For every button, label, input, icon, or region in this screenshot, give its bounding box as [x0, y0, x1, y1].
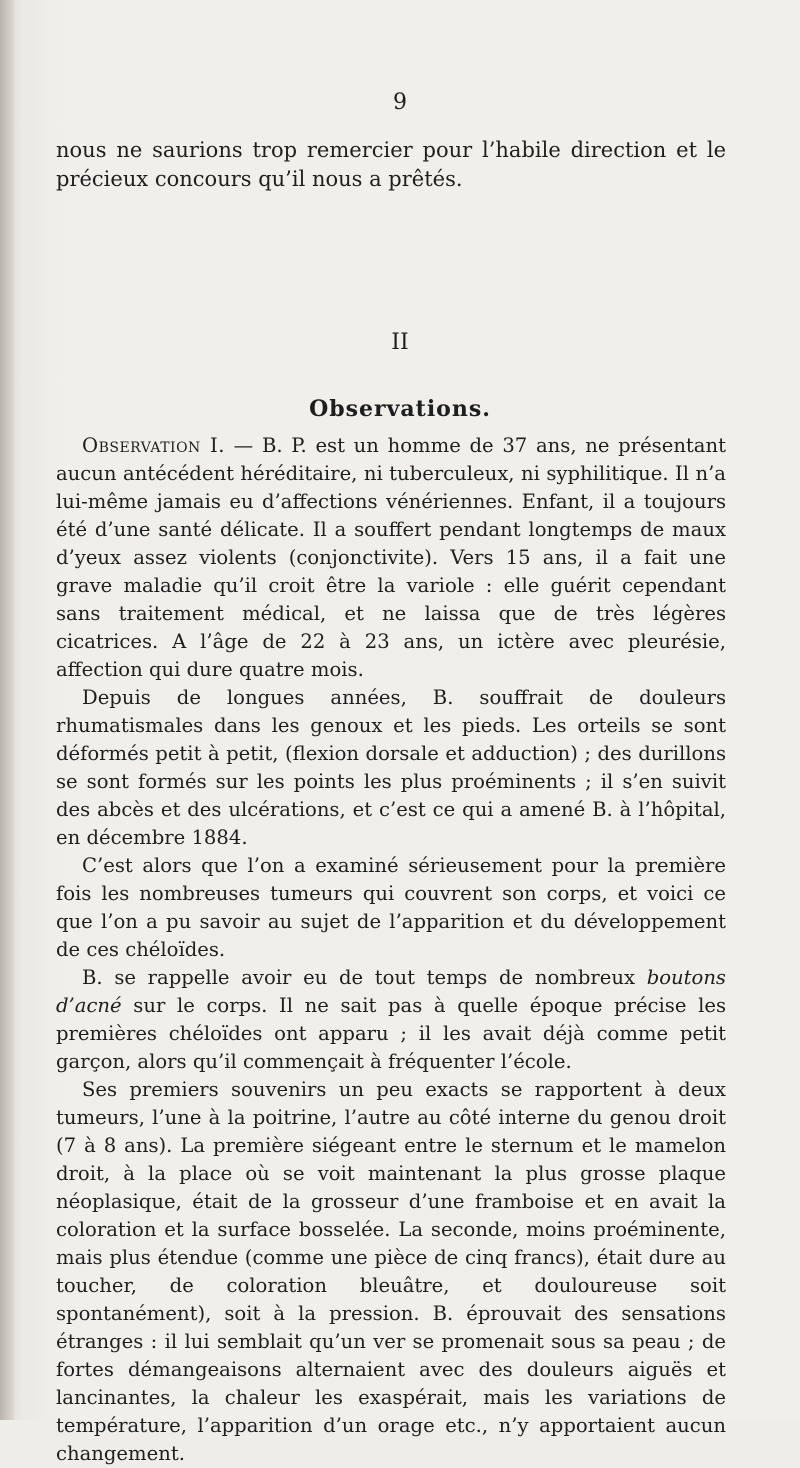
- observation-label: Observation I.: [82, 434, 225, 457]
- observation-paragraph-3: C’est alors que l’on a examiné sérieusement pour la première fois les nombreuses tumeurs qui couvrent son corps, et voici ce que l’on a pu savoir au sujet de l’apparition et du développement de ces chéloïdes.: [56, 854, 726, 961]
- observation-body: [56, 432, 726, 1468]
- observation-paragraph-1: [56, 432, 726, 684]
- page-number: 9: [393, 90, 407, 115]
- observation-paragraph-4: [56, 964, 726, 1076]
- observation-paragraph-4-em: boutons d’acné: [56, 966, 726, 1017]
- observation-paragraph-4-b: sur le corps. Il ne sait pas à quelle époque précise les premières chéloïdes ont apparu ; il les avait déjà comme petit garçon, alors qu’il commençait à fréquenter l’école.: [56, 994, 726, 1073]
- page-spine-shadow: [0, 0, 14, 1420]
- section-number: II: [391, 330, 409, 355]
- observation-paragraph-2: Depuis de longues années, B. souffrait de douleurs rhumatismales dans les genoux et les pieds. Les orteils se sont déformés petit à petit, (flexion dorsale et adduction) ; des durillons se sont formés sur les points les plus proéminents ; il s’en suivit des abcès et des ulcérations, et c’est ce qui a amené B. à l’hôpital, en décembre 1884.: [56, 686, 726, 849]
- section-title: Observations.: [309, 396, 491, 422]
- observation-paragraph-1-text: — B. P. est un homme de 37 ans, ne présentant aucun antécédent héréditaire, ni tuberculeux, ni syphilitique. Il n’a lui-même jamais eu d’affections vénériennes. Enfant, il a toujours été d’une santé délicate. Il a souffert pendant longtemps de maux d’yeux assez violents (conjonctivite). Vers 15 ans, il a fait une grave maladie qu’il croit être la variole : elle guérit cependant sans traitement médical, et ne laissa que de très légères cicatrices. A l’âge de 22 à 23 ans, un ictère avec pleurésie, affection qui dure quatre mois.: [56, 434, 726, 681]
- intro-paragraph: nous ne saurions trop remercier pour l’habile direction et le précieux concours qu’il nous a prêtés.: [56, 138, 726, 191]
- observation-paragraph-5: Ses premiers souvenirs un peu exacts se rapportent à deux tumeurs, l’une à la poitrine, l’autre au côté interne du genou droit (7 à 8 ans). La première siégeant entre le sternum et le mamelon droit, à la place où se voit maintenant la plus grosse plaque néoplasique, était de la grosseur d’une framboise et en avait la coloration et la surface bosselée. La seconde, moins proéminente, mais plus étendue (comme une pièce de cinq francs), était dure au toucher, de coloration bleuâtre, et douloureuse soit spontanément), soit à la pression. B. éprouvait des sensations étranges : il lui semblait qu’un ver se promenait sous sa peau ; de fortes démangeaisons alternaient avec des douleurs aiguës et lancinantes, la chaleur les exaspérait, mais les variations de température, l’apparition d’un orage etc., n’y apportaient aucun changement.: [56, 1078, 726, 1465]
- observation-paragraph-4-a: B. se rappelle avoir eu de tout temps de nombreux: [82, 966, 647, 989]
